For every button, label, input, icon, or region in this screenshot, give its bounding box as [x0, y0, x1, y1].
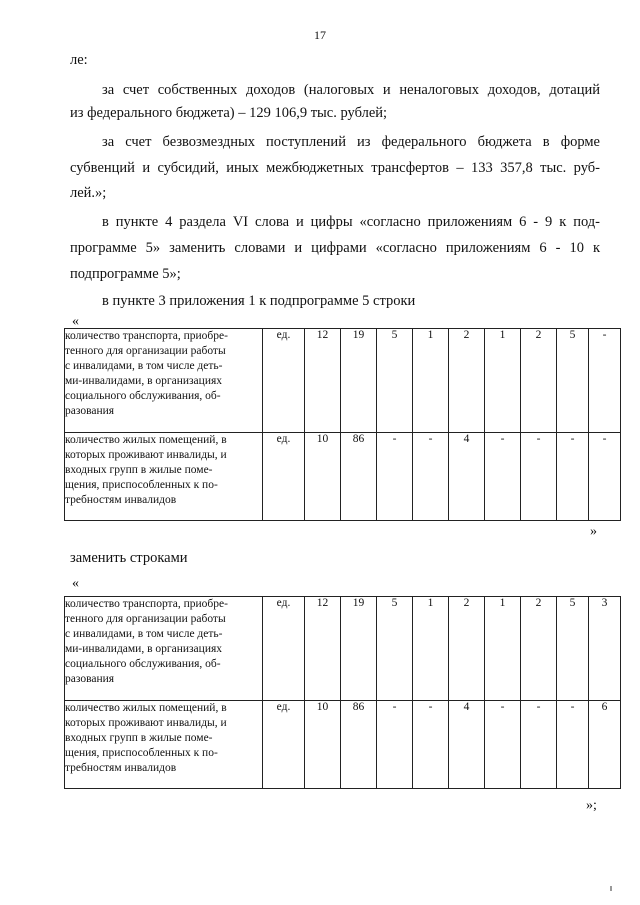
indicator-name-line: с инвалидами, в том числе деть- [65, 628, 223, 640]
paragraph-line: в пункте 3 приложения 1 к подпрограмме 5 строки [102, 293, 416, 309]
table-row [65, 701, 621, 789]
value-cell: - [589, 329, 621, 433]
indicator-name-line: щения, приспособленных к по- [65, 479, 218, 491]
value-cell: 19 [341, 597, 377, 701]
open-quote: « [72, 576, 79, 591]
value-cell: - [557, 433, 589, 521]
indicator-name-line: требностям инвалидов [65, 762, 177, 774]
indicator-name-line: количество жилых помещений, в [65, 434, 227, 446]
indicator-name-line: тенного для организации работы [65, 613, 226, 625]
old-indicators-table [64, 328, 621, 521]
indicator-name-line: социального обслуживания, об- [65, 658, 221, 670]
value-cell: 3 [589, 597, 621, 701]
indicator-name-line: социального обслуживания, об- [65, 390, 221, 402]
paragraph-line: в пункте 4 раздела VI слова и цифры «согласно приложениям 6 - 9 к под- [102, 214, 600, 230]
value-cell: 86 [341, 433, 377, 521]
indicator-name-line: с инвалидами, в том числе деть- [65, 360, 223, 372]
paragraph-line: лей.»; [70, 185, 107, 201]
value-cell: 1 [485, 329, 521, 433]
indicator-name-cell [65, 433, 263, 521]
indicator-name-line: которых проживают инвалиды, и [65, 449, 227, 461]
paragraph-line: за счет собственных доходов (налоговых и неналоговых доходов, дотаций [102, 82, 600, 98]
unit-cell: ед. [263, 329, 305, 433]
unit-cell: ед. [263, 701, 305, 789]
value-cell: - [521, 433, 557, 521]
value-cell: 1 [413, 597, 449, 701]
table-row [65, 329, 621, 433]
value-cell: 4 [449, 701, 485, 789]
new-indicators-table [64, 596, 621, 789]
indicator-name-line: тенного для организации работы [65, 345, 226, 357]
paragraph-line: ле: [70, 52, 88, 68]
value-cell: 10 [305, 433, 341, 521]
indicator-name-line: щения, приспособленных к по- [65, 747, 218, 759]
close-quote: »; [586, 798, 597, 813]
indicator-name-line: требностям инвалидов [65, 494, 177, 506]
value-cell: - [485, 433, 521, 521]
scan-mark [610, 886, 612, 891]
close-quote: » [590, 524, 597, 539]
value-cell: 12 [305, 329, 341, 433]
indicator-name-line: количество жилых помещений, в [65, 702, 227, 714]
value-cell: 2 [449, 329, 485, 433]
paragraph-line: подпрограмме 5»; [70, 266, 181, 282]
value-cell: - [485, 701, 521, 789]
value-cell: - [377, 433, 413, 521]
value-cell: 5 [557, 329, 589, 433]
value-cell: 2 [449, 597, 485, 701]
unit-cell: ед. [263, 597, 305, 701]
value-cell: 5 [377, 597, 413, 701]
value-cell: 2 [521, 597, 557, 701]
value-cell: 1 [485, 597, 521, 701]
value-cell: - [413, 433, 449, 521]
unit-cell: ед. [263, 433, 305, 521]
value-cell: 1 [413, 329, 449, 433]
indicator-name-line: ми-инвалидами, в организациях [65, 375, 223, 387]
indicator-name-cell [65, 701, 263, 789]
indicator-name-line: ми-инвалидами, в организациях [65, 643, 223, 655]
table-row [65, 597, 621, 701]
indicator-name-cell [65, 329, 263, 433]
value-cell: 4 [449, 433, 485, 521]
value-cell: - [413, 701, 449, 789]
value-cell: - [377, 701, 413, 789]
value-cell: 10 [305, 701, 341, 789]
page-number: 17 [314, 28, 326, 42]
paragraph-line: из федерального бюджета) – 129 106,9 тыс. рублей; [70, 105, 388, 121]
value-cell: - [589, 433, 621, 521]
value-cell: 6 [589, 701, 621, 789]
value-cell: 86 [341, 701, 377, 789]
open-quote: « [72, 314, 79, 329]
indicator-name-line: входных групп в жилые поме- [65, 732, 213, 744]
table-row [65, 433, 621, 521]
paragraph-line: субвенций и субсидий, иных межбюджетных трансфертов – 133 357,8 тыс. руб- [70, 160, 600, 176]
indicator-name-line: разования [65, 673, 115, 685]
indicator-name-cell [65, 597, 263, 701]
paragraph-line: программе 5» заменить словами и цифрами «согласно приложениям 6 - 10 к [70, 240, 600, 256]
value-cell: 2 [521, 329, 557, 433]
indicator-name-line: входных групп в жилые поме- [65, 464, 213, 476]
replace-instruction: заменить строками [70, 550, 188, 566]
value-cell: 5 [557, 597, 589, 701]
indicator-name-line: которых проживают инвалиды, и [65, 717, 227, 729]
value-cell: - [521, 701, 557, 789]
indicator-name-line: разования [65, 405, 115, 417]
value-cell: 12 [305, 597, 341, 701]
value-cell: - [557, 701, 589, 789]
paragraph-line: за счет безвозмездных поступлений из федерального бюджета в форме [102, 134, 600, 150]
indicator-name-line: количество транспорта, приобре- [65, 330, 228, 342]
value-cell: 5 [377, 329, 413, 433]
indicator-name-line: количество транспорта, приобре- [65, 598, 228, 610]
value-cell: 19 [341, 329, 377, 433]
